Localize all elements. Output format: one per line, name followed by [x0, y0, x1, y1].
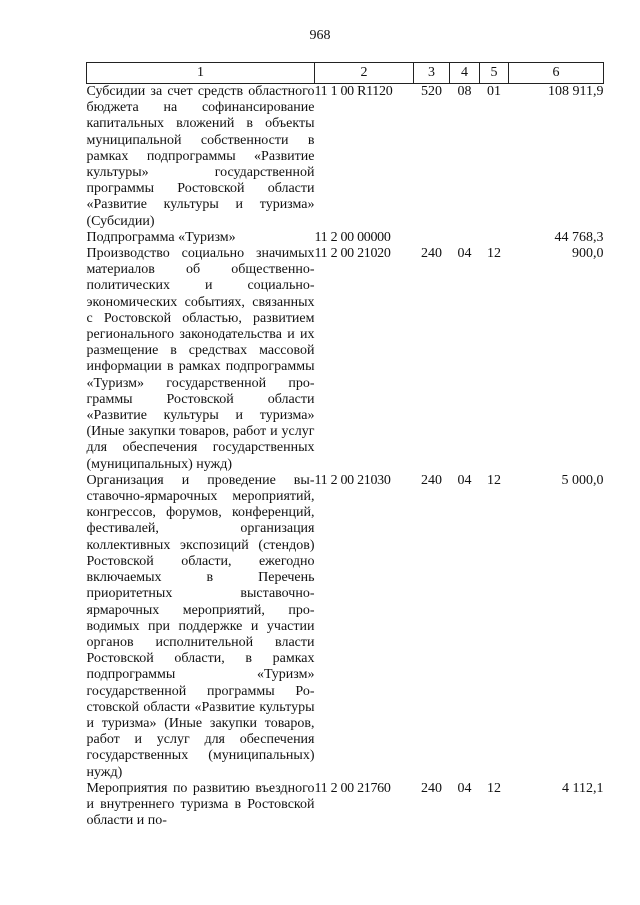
row-target-code: 11 2 00 00000 — [314, 229, 391, 245]
row-section — [450, 230, 480, 246]
table-header — [87, 63, 604, 84]
table-body — [87, 84, 604, 830]
row-description: Производство социально значимых материалов об общественно-политических и социально-экономических событиях, связанных с Ростовской областью, развитием регионального законодательства и их размещение в средствах массовой информации в рамках подпрограммы «Туризм» государственной программы Ростовской области «Развитие культуры и туризма» (Иные закупки товаров, работ и услуг для обеспечения государственных (муниципальных) нужд) — [86, 246, 315, 472]
row-description: Подпрограмма «Туризм» — [86, 229, 236, 245]
column-header-1: 1 — [87, 63, 315, 84]
row-amount: 4 112,1 — [562, 780, 604, 796]
row-target-code: 11 1 00 R1120 — [314, 84, 393, 99]
column-header-3: 3 — [414, 63, 450, 84]
row-expense-type: 240 — [421, 246, 442, 262]
row-expense-type — [414, 230, 450, 246]
row-expense-type: 520 — [421, 84, 442, 99]
row-target-code: 11 2 00 21760 — [314, 780, 391, 796]
row-subsection: 12 — [487, 246, 501, 262]
column-header-6: 6 — [509, 63, 604, 84]
row-expense-type: 240 — [421, 472, 442, 488]
row-section: 04 — [457, 780, 472, 796]
row-description: Организация и проведение выставочно-ярмарочных мероприятий, конгрессов, форумов, конференций, фестивалей, организация коллективных экспозиций (стендов) Ростовской области, ежегодно включаемых в Перечень приоритетных выставочно-ярмарочных мероприятий, проводимых при поддержке и участии органов исполнительной власти Ростовской области, в рамках подпрограммы «Туризм» государственной программы Ростовской области «Развитие культуры и туризма» (Иные закупки товаров, работ и услуг для обеспечения государственных (муниципальных) нужд) — [86, 472, 315, 780]
row-subsection: 01 — [487, 84, 501, 99]
row-subsection — [480, 230, 509, 246]
row-section: 04 — [457, 472, 472, 488]
row-section: 08 — [457, 84, 472, 99]
table-row — [87, 230, 604, 246]
row-target-code: 11 2 00 21020 — [314, 246, 391, 262]
row-target-code: 11 2 00 21030 — [314, 472, 391, 488]
row-expense-type: 240 — [421, 780, 442, 796]
budget-table — [86, 62, 604, 829]
column-header-4: 4 — [450, 63, 480, 84]
column-header-2: 2 — [315, 63, 414, 84]
row-amount: 5 000,0 — [561, 472, 604, 488]
row-description: Субсидии за счет средств областного бюджета на софинансирование капитальных вложений в объекты муниципальной собственности в рамках подпрограммы «Развитие культуры» государственной программы Ростовской области «Развитие культуры и туризма» (Субсидии) — [86, 84, 315, 229]
table-row — [87, 246, 604, 473]
page-number: 968 — [309, 28, 331, 43]
table-row — [87, 781, 604, 830]
row-amount: 900,0 — [572, 246, 604, 262]
column-header-5: 5 — [480, 63, 509, 84]
row-amount: 108 911,9 — [548, 84, 604, 99]
row-description: Мероприятия по развитию въездного и внутреннего туризма в Ростовской области и по- — [86, 780, 315, 829]
row-section: 04 — [457, 246, 472, 262]
table-row — [87, 84, 604, 230]
row-subsection: 12 — [487, 472, 501, 488]
table-row — [87, 473, 604, 781]
header-row — [87, 63, 604, 84]
row-subsection: 12 — [487, 780, 501, 796]
row-amount: 44 768,3 — [554, 229, 604, 245]
